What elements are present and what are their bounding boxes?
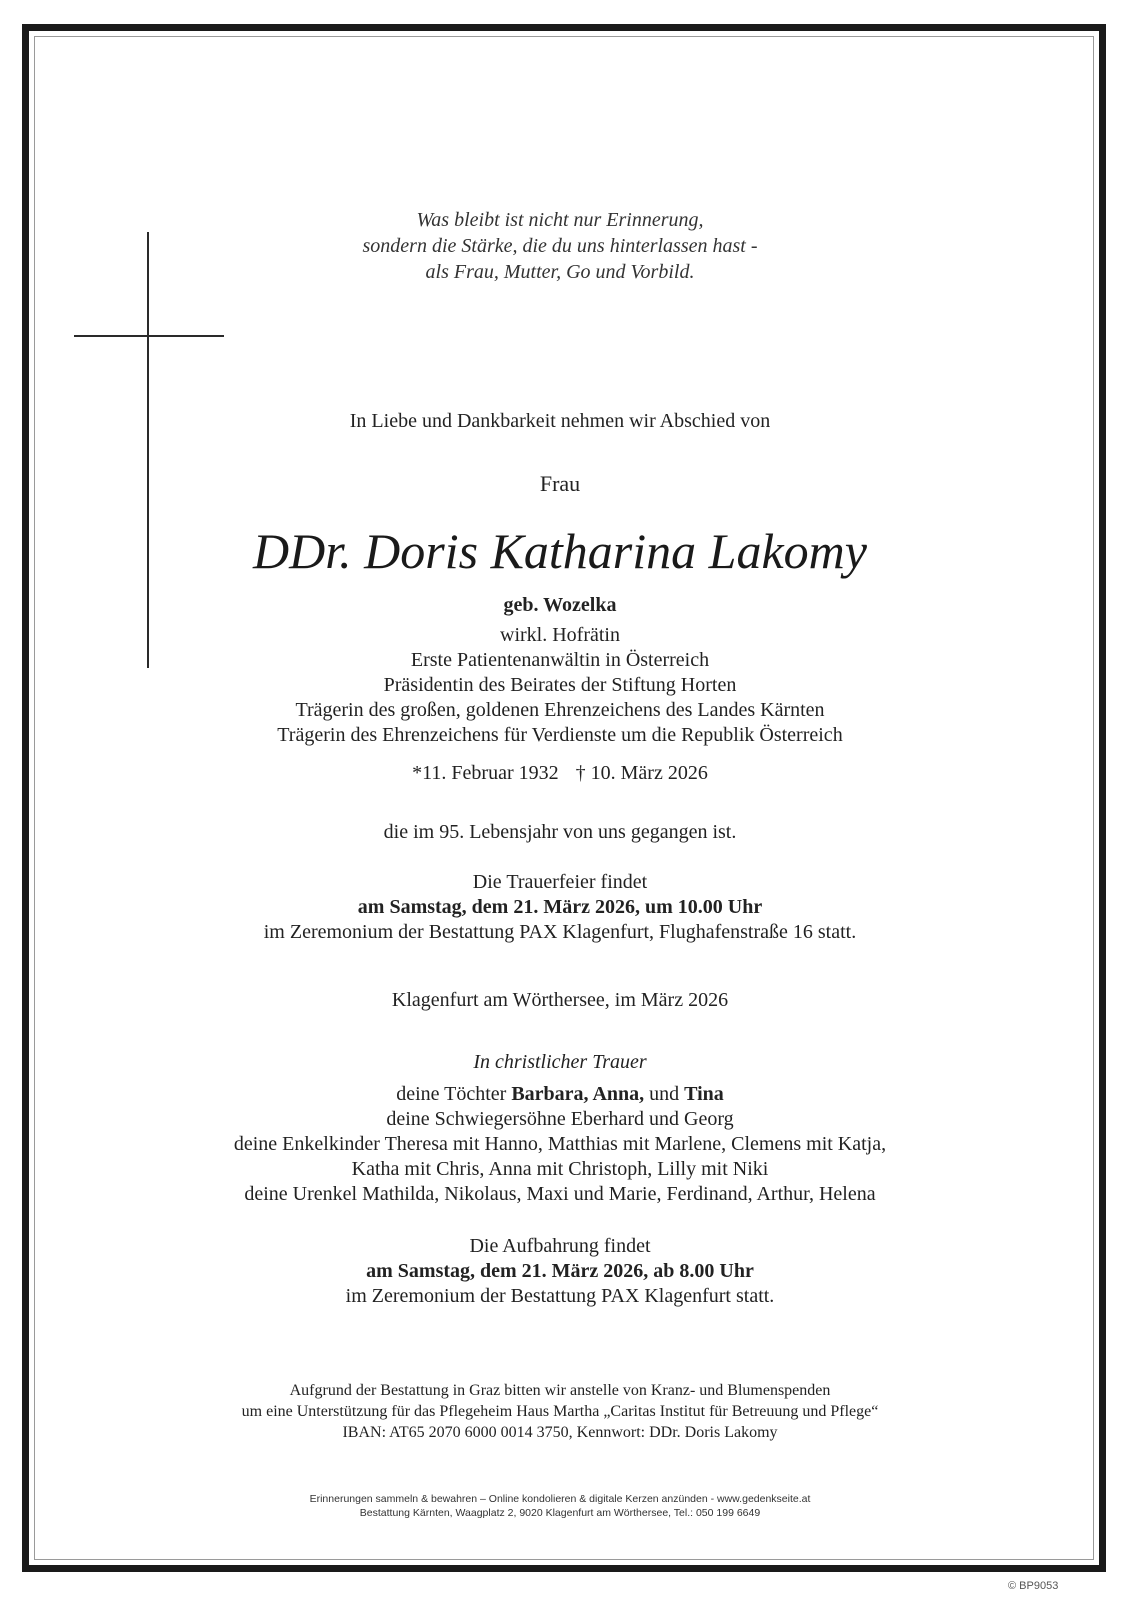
death-date: † 10. März 2026 [575,762,708,784]
salutation: Frau [539,471,581,496]
funeral-datetime: am Samstag, dem 21. März 2026, um 10.00 Uhr [357,896,763,918]
daughters-and: und [644,1083,685,1105]
quote-line: als Frau, Mutter, Go und Vorbild. [425,261,695,283]
family-daughters [60,1082,1060,1107]
document-code: © BP9053 [1008,1580,1059,1592]
daughters-last: Tina [684,1083,724,1105]
family-list [60,1082,1060,1207]
quote-line: sondern die Stärke, die du uns hinterlassen hast - [362,235,758,257]
deceased-name: DDr. Doris Katharina Lakomy [253,523,867,579]
title-line: Erste Patientenanwältin in Österreich [410,649,710,671]
viewing-datetime: am Samstag, dem 21. März 2026, ab 8.00 Uhr [366,1260,754,1282]
family-line: deine Urenkel Mathilda, Nikolaus, Maxi und Marie, Ferdinand, Arthur, Helena [244,1183,876,1205]
donation-line: um eine Unterstützung für das Pflegeheim Haus Martha „Caritas Institut für Betreuung und Pflege“ [241,1403,879,1420]
birth-date: *11. Februar 1932 [412,762,559,784]
title-line: Trägerin des Ehrenzeichens für Verdienste um die Republik Österreich [277,724,843,746]
daughters-prefix: deine Töchter [396,1083,512,1105]
title-line: Trägerin des großen, goldenen Ehrenzeichens des Landes Kärnten [295,699,825,721]
family-line: deine Schwiegersöhne Eberhard und Georg [386,1108,734,1130]
viewing-info [60,1234,1060,1309]
funeral-location: im Zeremonium der Bestattung PAX Klagenfurt, Flughafenstraße 16 statt. [263,921,857,943]
title-line: Präsidentin des Beirates der Stiftung Horten [383,674,737,696]
age-line: die im 95. Lebensjahr von uns gegangen ist. [383,821,737,843]
place-date: Klagenfurt am Wörthersee, im März 2026 [391,989,729,1011]
intro-text: In Liebe und Dankbarkeit nehmen wir Abschied von [349,410,771,432]
family-line: Katha mit Chris, Anna mit Christoph, Lilly mit Niki [351,1158,769,1180]
funeral-line: Die Trauerfeier findet [472,871,648,893]
donation-iban: IBAN: AT65 2070 6000 0014 3750, Kennwort: DDr. Doris Lakomy [342,1424,778,1441]
birth-name: geb. Wozelka [503,594,617,616]
funeral-info [60,870,1060,945]
donation-request [60,1380,1060,1443]
quote-line: Was bleibt ist nicht nur Erinnerung, [416,209,704,231]
life-dates [60,760,1060,786]
daughters-names: Barbara, Anna, [511,1083,645,1105]
mourning-heading: In christlicher Trauer [473,1051,647,1073]
family-line: deine Enkelkinder Theresa mit Hanno, Matthias mit Marlene, Clemens mit Katja, [233,1133,887,1155]
donation-line: Aufgrund der Bestattung in Graz bitten wir anstelle von Kranz- und Blumenspenden [289,1382,831,1399]
memorial-quote [60,207,1060,285]
footer-line: Erinnerungen sammeln & bewahren – Online kondolieren & digitale Kerzen anzünden - www.gedenkseite.at [309,1493,811,1505]
cross-icon-horizontal [74,335,224,337]
viewing-line: Die Aufbahrung findet [469,1235,651,1257]
viewing-location: im Zeremonium der Bestattung PAX Klagenfurt statt. [345,1285,775,1307]
footer-line: Bestattung Kärnten, Waagplatz 2, 9020 Klagenfurt am Wörthersee, Tel.: 050 199 6649 [359,1507,761,1519]
titles-list [60,623,1060,748]
title-line: wirkl. Hofrätin [500,624,620,646]
footer-info [60,1492,1060,1520]
